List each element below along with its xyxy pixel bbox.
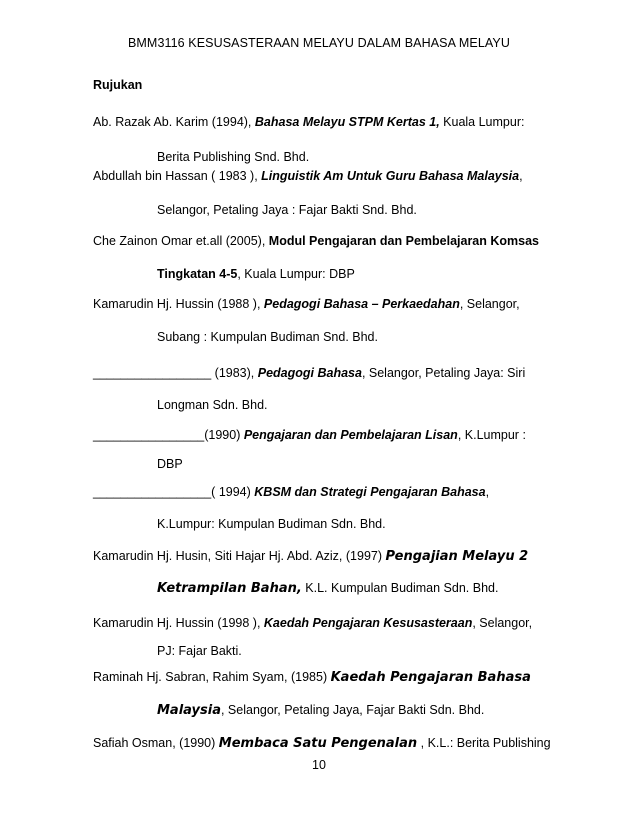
reference-5-line-1 [93, 366, 525, 380]
page-number: 10 [312, 758, 326, 772]
reference-5-line-2: Longman Sdn. Bhd. [157, 398, 268, 412]
ref-text: , Kuala Lumpur: DBP [237, 267, 355, 281]
reference-10-line-2 [157, 703, 484, 718]
ref-text: , K.Lumpur : [457, 428, 526, 442]
ref-text: , Selangor, Petaling Jaya, Fajar Bakti Sdn. Bhd. [220, 703, 485, 717]
ref-text: K.L. Kumpulan Budiman Sdn. Bhd. [301, 581, 499, 595]
ref-title: Kaedah Pengajaran Bahasa [330, 670, 531, 685]
ref-title: Pedagogi Bahasa – Perkaedahan [263, 297, 460, 311]
ref-title: Pedagogi Bahasa [257, 366, 362, 380]
reference-1-line-1 [93, 115, 524, 129]
reference-4-line-1 [93, 297, 520, 311]
running-header: BMM3116 KESUSASTERAAN MELAYU DALAM BAHASA MELAYU [127, 36, 510, 50]
reference-8-line-2 [157, 581, 498, 596]
ref-author: Raminah Hj. Sabran, Rahim Syam, (1985) [93, 670, 331, 684]
ref-title: Kaedah Pengajaran Kesusasteraan [263, 616, 473, 630]
ref-author: Kamarudin Hj. Hussin (1998 ), [93, 616, 264, 630]
ref-title: Ketrampilan Bahan, [157, 581, 302, 596]
ref-author: Kamarudin Hj. Husin, Siti Hajar Hj. Abd. Aziz, (1997) [93, 549, 386, 563]
ref-author: ________________(1990) [93, 428, 244, 442]
ref-text: , K.L.: Berita Publishing [417, 736, 551, 750]
section-heading: Rujukan [93, 78, 143, 92]
ref-text: Kuala Lumpur: [439, 115, 525, 129]
reference-3-line-1 [93, 234, 539, 248]
ref-title: Malaysia [157, 703, 221, 718]
ref-author: Kamarudin Hj. Hussin (1988 ), [93, 297, 264, 311]
ref-title: Linguistik Am Untuk Guru Bahasa Malaysia [261, 169, 520, 183]
reference-2-line-2: Selangor, Petaling Jaya : Fajar Bakti Snd. Bhd. [157, 203, 417, 217]
ref-text: , [519, 169, 523, 183]
reference-9-line-2: PJ: Fajar Bakti. [157, 644, 242, 658]
ref-text: , Selangor, [459, 297, 520, 311]
ref-text: , [485, 485, 490, 499]
ref-author: Ab. Razak Ab. Karim (1994), [93, 115, 255, 129]
ref-title: Pengajaran dan Pembelajaran Lisan [243, 428, 458, 442]
reference-9-line-1 [93, 616, 532, 630]
ref-title: Membaca Satu Pengenalan [218, 736, 418, 751]
ref-text: , Selangor, Petaling Jaya: Siri [361, 366, 526, 380]
reference-11-line-1 [93, 736, 551, 751]
ref-title: Modul Pengajaran dan Pembelajaran Komsas [268, 234, 540, 248]
ref-title: Tingkatan 4-5 [157, 267, 238, 281]
ref-author: Safiah Osman, (1990) [93, 736, 219, 750]
reference-7-line-1 [93, 485, 489, 499]
ref-title: Bahasa Melayu STPM Kertas 1, [254, 115, 440, 129]
ref-author: _________________( 1994) [93, 485, 255, 499]
reference-1-line-2: Berita Publishing Snd. Bhd. [157, 150, 310, 164]
reference-7-line-2: K.Lumpur: Kumpulan Budiman Sdn. Bhd. [157, 517, 386, 531]
reference-8-line-1 [93, 549, 528, 564]
reference-2-line-1 [93, 169, 523, 183]
reference-6-line-1 [93, 428, 526, 442]
ref-author: Abdullah bin Hassan ( 1983 ), [93, 169, 262, 183]
reference-6-line-2: DBP [157, 457, 183, 471]
reference-10-line-1 [93, 670, 531, 685]
ref-text: , Selangor, [472, 616, 533, 630]
reference-4-line-2: Subang : Kumpulan Budiman Snd. Bhd. [157, 330, 378, 344]
ref-title: Pengajian Melayu 2 [385, 549, 529, 564]
reference-3-line-2 [157, 267, 355, 281]
ref-author: Che Zainon Omar et.all (2005), [93, 234, 269, 248]
ref-author: _________________ (1983), [93, 366, 258, 380]
ref-title: KBSM dan Strategi Pengajaran Bahasa [254, 485, 486, 499]
